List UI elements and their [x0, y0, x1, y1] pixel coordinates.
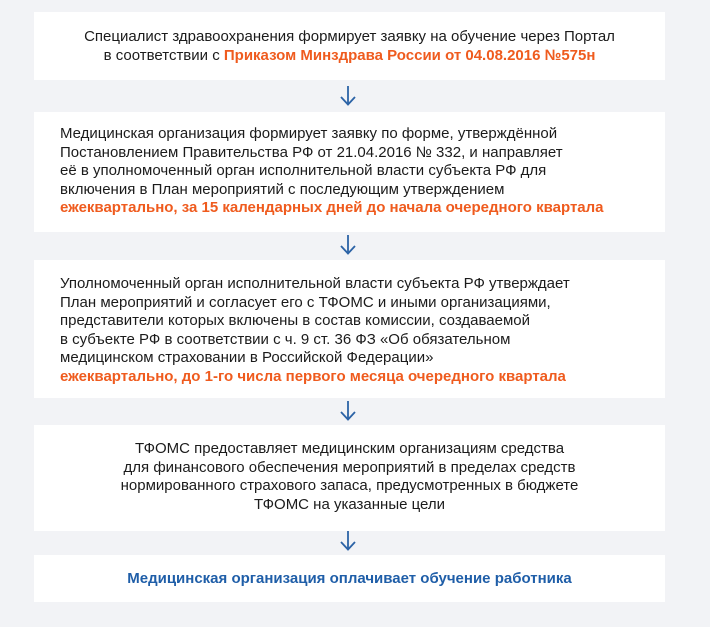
step-2-box: [34, 112, 665, 232]
step-1-prefix: в соответствии с: [103, 46, 224, 64]
step-2-highlight: ежеквартально, за 15 календарных дней до начала очередного квартала: [60, 199, 604, 216]
step-4-line-3: нормированного страхового запаса, предусмотренных в бюджете: [120, 477, 579, 494]
step-3-box: [34, 260, 665, 398]
arrow-down-icon: [338, 233, 358, 257]
arrow-down-icon: [338, 529, 358, 553]
step-1-box: [34, 12, 665, 80]
step-4-line-4: ТФОМС на указанные цели: [253, 495, 446, 513]
step-1-line-1: Специалист здравоохранения формирует заявку на обучение через Портал: [84, 28, 615, 45]
step-1-highlight: Приказом Минздрава России от 04.08.2016 №575н: [223, 46, 596, 64]
arrow-down-icon: [338, 399, 358, 423]
step-1-line-2: [34, 47, 665, 66]
step-3-line-3: представители которых включены в состав комиссии, создаваемой: [60, 312, 530, 329]
step-3-line-4: в субъекте РФ в соответствии с ч. 9 ст. 36 ФЗ «Об обязательном: [60, 330, 511, 348]
step-4-line-1: ТФОМС предоставляет медицинским организациям средства: [134, 440, 565, 457]
arrow-down-icon: [338, 84, 358, 108]
step-3-line-2: План мероприятий и согласует его с ТФОМС и иными организациями,: [60, 293, 551, 311]
step-2-line-3: её в уполномоченный орган исполнительной власти субъекта РФ для: [60, 162, 547, 179]
step-5-box: [34, 555, 665, 602]
step-2-line-2: Постановлением Правительства РФ от 21.04.2016 № 332, и направляет: [60, 143, 563, 161]
step-2-line-4: включения в План мероприятий с последующим утверждением: [60, 180, 505, 198]
step-3-line-5: медицинском страховании в Российской Федерации»: [60, 349, 434, 366]
step-4-line-2: для финансового обеспечения мероприятий в пределах средств: [123, 458, 576, 476]
step-3-line-1: Уполномоченный орган исполнительной власти субъекта РФ утверждает: [60, 275, 570, 292]
step-3-highlight: ежеквартально, до 1-го числа первого месяца очередного квартала: [60, 367, 566, 385]
step-4-box: [34, 425, 665, 531]
step-5-final: Медицинская организация оплачивает обучение работника: [127, 570, 572, 587]
step-2-line-1: Медицинская организация формирует заявку по форме, утверждённой: [60, 125, 558, 142]
